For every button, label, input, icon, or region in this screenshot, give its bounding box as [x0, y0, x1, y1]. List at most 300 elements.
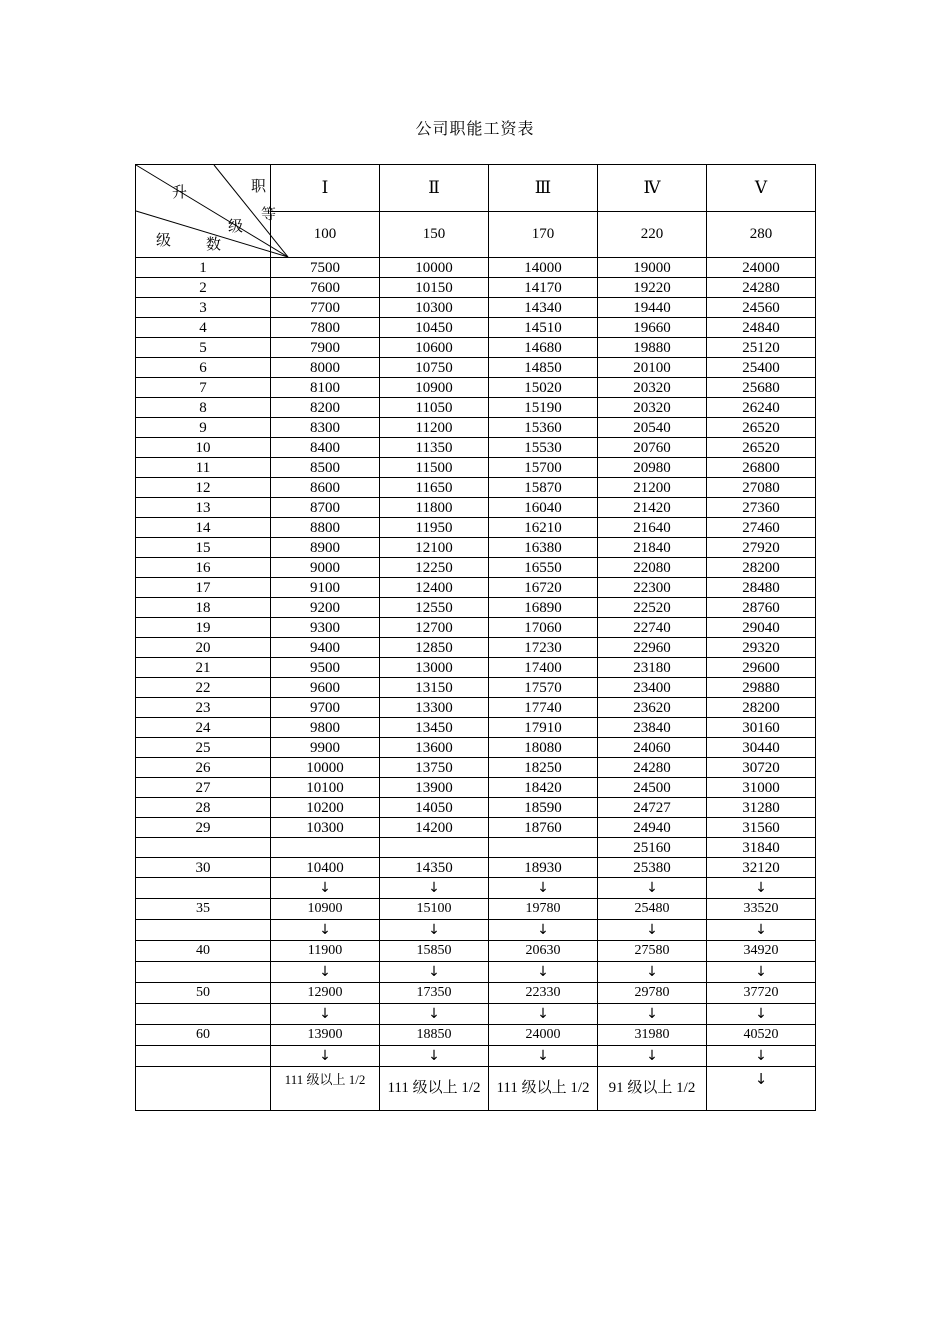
table-row — [136, 598, 816, 618]
table-row — [136, 478, 816, 498]
level-cell — [136, 1004, 271, 1025]
salary-cell: 17350 — [380, 983, 489, 1004]
table-row — [136, 778, 816, 798]
salary-cell: 28480 — [707, 578, 816, 598]
level-cell: 60 — [136, 1025, 271, 1046]
salary-cell: 27360 — [707, 498, 816, 518]
salary-cell: 19880 — [598, 338, 707, 358]
level-cell: 21 — [136, 658, 271, 678]
salary-cell: 27460 — [707, 518, 816, 538]
salary-cell: ↓ — [707, 920, 816, 941]
salary-cell: 18850 — [380, 1025, 489, 1046]
salary-cell: 25480 — [598, 899, 707, 920]
level-cell: 8 — [136, 398, 271, 418]
table-row — [136, 618, 816, 638]
salary-cell: 15850 — [380, 941, 489, 962]
salary-cell: 10300 — [271, 818, 380, 838]
salary-cell: 15360 — [489, 418, 598, 438]
level-cell: 24 — [136, 718, 271, 738]
salary-cell: 8000 — [271, 358, 380, 378]
salary-cell: 16890 — [489, 598, 598, 618]
table-row — [136, 658, 816, 678]
table-row — [136, 758, 816, 778]
salary-cell: 29880 — [707, 678, 816, 698]
level-cell: 29 — [136, 818, 271, 838]
salary-cell: 22520 — [598, 598, 707, 618]
grade-header-4: Ⅳ — [598, 165, 707, 212]
level-cell: 27 — [136, 778, 271, 798]
salary-cell: 9500 — [271, 658, 380, 678]
level-cell: 12 — [136, 478, 271, 498]
salary-cell: 24280 — [707, 278, 816, 298]
salary-cell: 111 级以上 1/2 — [380, 1067, 489, 1111]
grade-header-1: Ⅰ — [271, 165, 380, 212]
salary-cell: 7800 — [271, 318, 380, 338]
level-cell: 5 — [136, 338, 271, 358]
salary-cell: 10400 — [271, 858, 380, 878]
salary-cell: 26520 — [707, 438, 816, 458]
level-cell — [136, 962, 271, 983]
level-cell: 35 — [136, 899, 271, 920]
arrow-row — [136, 920, 816, 941]
salary-cell: 14000 — [489, 258, 598, 278]
salary-cell: 8800 — [271, 518, 380, 538]
salary-cell: 18080 — [489, 738, 598, 758]
level-cell: 13 — [136, 498, 271, 518]
salary-cell: 10150 — [380, 278, 489, 298]
salary-cell: 18760 — [489, 818, 598, 838]
salary-cell: ↓ — [380, 1046, 489, 1067]
level-cell: 22 — [136, 678, 271, 698]
table-row — [136, 298, 816, 318]
salary-table — [135, 164, 816, 1111]
salary-cell: 9600 — [271, 678, 380, 698]
level-cell: 18 — [136, 598, 271, 618]
salary-cell: 24060 — [598, 738, 707, 758]
salary-cell: 11900 — [271, 941, 380, 962]
level-cell: 23 — [136, 698, 271, 718]
salary-cell: 24840 — [707, 318, 816, 338]
salary-cell: 13450 — [380, 718, 489, 738]
salary-cell: 12100 — [380, 538, 489, 558]
base-point-5: 280 — [707, 211, 816, 258]
salary-cell: 9000 — [271, 558, 380, 578]
salary-cell: ↓ — [271, 1004, 380, 1025]
level-cell: 14 — [136, 518, 271, 538]
salary-cell: 9300 — [271, 618, 380, 638]
salary-cell: 19780 — [489, 899, 598, 920]
salary-cell: 29600 — [707, 658, 816, 678]
salary-cell: 34920 — [707, 941, 816, 962]
salary-cell: 25400 — [707, 358, 816, 378]
salary-cell: 37720 — [707, 983, 816, 1004]
salary-cell: 11200 — [380, 418, 489, 438]
salary-cell: 12900 — [271, 983, 380, 1004]
corner-label-deng: 等 — [261, 205, 277, 223]
salary-cell: 19440 — [598, 298, 707, 318]
level-cell — [136, 878, 271, 899]
salary-cell: 25380 — [598, 858, 707, 878]
level-cell: 11 — [136, 458, 271, 478]
salary-cell: ↓ — [489, 962, 598, 983]
corner-label-zhi: 职 — [251, 177, 267, 195]
level-cell: 7 — [136, 378, 271, 398]
salary-cell: ↓ — [598, 920, 707, 941]
salary-cell: 24000 — [707, 258, 816, 278]
level-cell — [136, 1046, 271, 1067]
salary-cell: 20540 — [598, 418, 707, 438]
base-point-4: 220 — [598, 211, 707, 258]
salary-cell: 11500 — [380, 458, 489, 478]
salary-cell: 10900 — [271, 899, 380, 920]
salary-cell: 9700 — [271, 698, 380, 718]
salary-cell: 22740 — [598, 618, 707, 638]
milestone-row — [136, 1025, 816, 1046]
salary-cell: 16550 — [489, 558, 598, 578]
level-cell: 19 — [136, 618, 271, 638]
salary-cell: 14170 — [489, 278, 598, 298]
salary-cell: 26520 — [707, 418, 816, 438]
salary-cell: 14350 — [380, 858, 489, 878]
salary-cell: 12700 — [380, 618, 489, 638]
grade-header-3: Ⅲ — [489, 165, 598, 212]
salary-cell: 17570 — [489, 678, 598, 698]
level-cell: 6 — [136, 358, 271, 378]
salary-cell: 14510 — [489, 318, 598, 338]
salary-cell: ↓ — [598, 1046, 707, 1067]
salary-cell: 10900 — [380, 378, 489, 398]
salary-cell: 17230 — [489, 638, 598, 658]
grade-header-2: Ⅱ — [380, 165, 489, 212]
salary-cell: 16210 — [489, 518, 598, 538]
salary-cell: ↓ — [380, 962, 489, 983]
salary-cell: 16040 — [489, 498, 598, 518]
level-cell: 16 — [136, 558, 271, 578]
corner-label-ji-mid: 级 — [228, 217, 244, 235]
arrow-row — [136, 1046, 816, 1067]
salary-cell: 27580 — [598, 941, 707, 962]
salary-cell: 15530 — [489, 438, 598, 458]
salary-cell: 12550 — [380, 598, 489, 618]
salary-cell: 11050 — [380, 398, 489, 418]
table-row — [136, 338, 816, 358]
level-cell: 9 — [136, 418, 271, 438]
salary-cell: 21200 — [598, 478, 707, 498]
salary-cell: 19220 — [598, 278, 707, 298]
salary-cell: 8600 — [271, 478, 380, 498]
salary-cell: 31000 — [707, 778, 816, 798]
salary-cell: ↓ — [380, 920, 489, 941]
salary-cell: 14050 — [380, 798, 489, 818]
salary-cell: 13000 — [380, 658, 489, 678]
salary-cell: 18590 — [489, 798, 598, 818]
salary-cell: 18250 — [489, 758, 598, 778]
table-row — [136, 498, 816, 518]
salary-cell: 22330 — [489, 983, 598, 1004]
level-cell: 1 — [136, 258, 271, 278]
salary-cell: 8700 — [271, 498, 380, 518]
salary-cell: 111 级以上 1/2 — [489, 1067, 598, 1111]
salary-cell: 15190 — [489, 398, 598, 418]
table-row — [136, 378, 816, 398]
salary-cell: 10100 — [271, 778, 380, 798]
salary-cell: 26240 — [707, 398, 816, 418]
grade-header-row — [136, 165, 816, 212]
salary-cell: 14850 — [489, 358, 598, 378]
level-cell: 17 — [136, 578, 271, 598]
salary-cell: 7500 — [271, 258, 380, 278]
table-row — [136, 738, 816, 758]
salary-cell: ↓ — [380, 878, 489, 899]
salary-cell: 17060 — [489, 618, 598, 638]
salary-cell: 8400 — [271, 438, 380, 458]
salary-cell: 14200 — [380, 818, 489, 838]
salary-cell: 9200 — [271, 598, 380, 618]
salary-cell: 28200 — [707, 558, 816, 578]
salary-cell: ↓ — [598, 1004, 707, 1025]
level-cell: 28 — [136, 798, 271, 818]
salary-cell: 31980 — [598, 1025, 707, 1046]
level-cell: 26 — [136, 758, 271, 778]
salary-cell: 9100 — [271, 578, 380, 598]
table-row — [136, 798, 816, 818]
milestone-row — [136, 941, 816, 962]
table-row — [136, 278, 816, 298]
salary-cell: 12400 — [380, 578, 489, 598]
salary-cell: ↓ — [707, 878, 816, 899]
salary-cell: 28760 — [707, 598, 816, 618]
salary-cell: ↓ — [707, 1004, 816, 1025]
salary-cell — [271, 838, 380, 858]
salary-cell: ↓ — [707, 962, 816, 983]
level-cell — [136, 838, 271, 858]
salary-cell: 20980 — [598, 458, 707, 478]
salary-cell: 15020 — [489, 378, 598, 398]
salary-cell: 15700 — [489, 458, 598, 478]
grade-header-5: Ⅴ — [707, 165, 816, 212]
salary-cell: ↓ — [707, 1067, 816, 1111]
salary-cell: 9400 — [271, 638, 380, 658]
salary-cell: 22300 — [598, 578, 707, 598]
salary-cell: 33520 — [707, 899, 816, 920]
table-row — [136, 698, 816, 718]
level-cell: 40 — [136, 941, 271, 962]
table-row — [136, 858, 816, 878]
salary-cell: 8900 — [271, 538, 380, 558]
arrow-row — [136, 878, 816, 899]
salary-cell: 24280 — [598, 758, 707, 778]
salary-cell: 7700 — [271, 298, 380, 318]
salary-cell: 11350 — [380, 438, 489, 458]
salary-cell: 17400 — [489, 658, 598, 678]
salary-cell: 22960 — [598, 638, 707, 658]
salary-cell: 20320 — [598, 378, 707, 398]
table-row — [136, 838, 816, 858]
salary-cell: 11950 — [380, 518, 489, 538]
salary-cell: 8100 — [271, 378, 380, 398]
corner-label-sheng: 升 — [172, 183, 188, 201]
level-cell: 15 — [136, 538, 271, 558]
corner-label-shu: 数 — [206, 235, 222, 253]
table-row — [136, 818, 816, 838]
salary-cell: 23840 — [598, 718, 707, 738]
salary-cell: 31560 — [707, 818, 816, 838]
salary-cell: 20320 — [598, 398, 707, 418]
salary-cell: 24940 — [598, 818, 707, 838]
salary-cell: ↓ — [271, 1046, 380, 1067]
table-row — [136, 678, 816, 698]
level-cell: 25 — [136, 738, 271, 758]
table-row — [136, 318, 816, 338]
level-cell: 2 — [136, 278, 271, 298]
salary-cell: 13300 — [380, 698, 489, 718]
salary-cell: 13900 — [271, 1025, 380, 1046]
milestone-row — [136, 983, 816, 1004]
salary-cell: 9900 — [271, 738, 380, 758]
salary-cell: 23620 — [598, 698, 707, 718]
salary-cell: 13600 — [380, 738, 489, 758]
salary-cell: 14340 — [489, 298, 598, 318]
salary-cell: 28200 — [707, 698, 816, 718]
salary-cell: 10000 — [380, 258, 489, 278]
salary-cell: 10000 — [271, 758, 380, 778]
table-row — [136, 258, 816, 278]
salary-cell: 13900 — [380, 778, 489, 798]
salary-cell: 13750 — [380, 758, 489, 778]
salary-cell: 30160 — [707, 718, 816, 738]
salary-cell: 31280 — [707, 798, 816, 818]
salary-cell: 18930 — [489, 858, 598, 878]
milestone-row — [136, 899, 816, 920]
salary-cell: 25120 — [707, 338, 816, 358]
salary-cell: 7900 — [271, 338, 380, 358]
salary-cell: 21640 — [598, 518, 707, 538]
salary-cell: 18420 — [489, 778, 598, 798]
salary-cell: 8500 — [271, 458, 380, 478]
table-row — [136, 418, 816, 438]
level-cell — [136, 1067, 271, 1111]
salary-cell: 13150 — [380, 678, 489, 698]
salary-cell: 20760 — [598, 438, 707, 458]
salary-cell: 21840 — [598, 538, 707, 558]
salary-cell: 24727 — [598, 798, 707, 818]
corner-label-ji-left: 级 — [156, 231, 172, 249]
salary-cell: ↓ — [489, 1046, 598, 1067]
level-cell: 30 — [136, 858, 271, 878]
salary-cell: ↓ — [489, 1004, 598, 1025]
salary-cell: ↓ — [271, 962, 380, 983]
table-row — [136, 558, 816, 578]
arrow-row — [136, 962, 816, 983]
salary-cell: ↓ — [489, 920, 598, 941]
salary-cell: 11800 — [380, 498, 489, 518]
salary-cell: 30440 — [707, 738, 816, 758]
salary-cell: 29040 — [707, 618, 816, 638]
salary-cell: 7600 — [271, 278, 380, 298]
page-title: 公司职能工资表 — [415, 119, 535, 138]
notes-row — [136, 1067, 816, 1111]
salary-cell: 27920 — [707, 538, 816, 558]
salary-cell: ↓ — [271, 920, 380, 941]
salary-cell: 30720 — [707, 758, 816, 778]
salary-cell: 29780 — [598, 983, 707, 1004]
salary-cell: 10750 — [380, 358, 489, 378]
level-cell: 50 — [136, 983, 271, 1004]
salary-cell: 15870 — [489, 478, 598, 498]
salary-cell: ↓ — [598, 962, 707, 983]
salary-cell: 20630 — [489, 941, 598, 962]
salary-cell: 17740 — [489, 698, 598, 718]
salary-cell: 17910 — [489, 718, 598, 738]
salary-cell: 27080 — [707, 478, 816, 498]
salary-cell: 26800 — [707, 458, 816, 478]
base-point-1: 100 — [271, 211, 380, 258]
table-row — [136, 718, 816, 738]
salary-cell: 24560 — [707, 298, 816, 318]
table-row — [136, 358, 816, 378]
level-cell: 4 — [136, 318, 271, 338]
salary-cell: 21420 — [598, 498, 707, 518]
salary-cell: 12850 — [380, 638, 489, 658]
salary-cell: ↓ — [271, 878, 380, 899]
level-cell — [136, 920, 271, 941]
salary-cell: 10450 — [380, 318, 489, 338]
arrow-row — [136, 1004, 816, 1025]
salary-cell: 23400 — [598, 678, 707, 698]
salary-cell: 20100 — [598, 358, 707, 378]
salary-cell: ↓ — [707, 1046, 816, 1067]
salary-cell: 25680 — [707, 378, 816, 398]
salary-cell: 14680 — [489, 338, 598, 358]
salary-cell: 12250 — [380, 558, 489, 578]
table-row — [136, 518, 816, 538]
salary-cell: 111 级以上 1/2 — [271, 1067, 380, 1111]
salary-cell: 25160 — [598, 838, 707, 858]
level-cell: 20 — [136, 638, 271, 658]
salary-cell: 8200 — [271, 398, 380, 418]
salary-cell: ↓ — [598, 878, 707, 899]
salary-cell: 16380 — [489, 538, 598, 558]
salary-cell: 40520 — [707, 1025, 816, 1046]
base-point-3: 170 — [489, 211, 598, 258]
salary-cell: 16720 — [489, 578, 598, 598]
salary-cell: 8300 — [271, 418, 380, 438]
corner-header-cell — [136, 165, 277, 258]
salary-cell: ↓ — [489, 878, 598, 899]
salary-cell: 32120 — [707, 858, 816, 878]
level-cell: 3 — [136, 298, 271, 318]
salary-cell — [489, 838, 598, 858]
salary-cell: 31840 — [707, 838, 816, 858]
salary-cell: 23180 — [598, 658, 707, 678]
salary-cell: 19660 — [598, 318, 707, 338]
salary-cell: 11650 — [380, 478, 489, 498]
salary-cell: 19000 — [598, 258, 707, 278]
table-row — [136, 638, 816, 658]
table-row — [136, 578, 816, 598]
salary-cell: 10200 — [271, 798, 380, 818]
salary-cell: 24000 — [489, 1025, 598, 1046]
level-cell: 10 — [136, 438, 271, 458]
base-point-2: 150 — [380, 211, 489, 258]
salary-cell: 9800 — [271, 718, 380, 738]
salary-cell: 22080 — [598, 558, 707, 578]
table-row — [136, 538, 816, 558]
table-row — [136, 398, 816, 418]
salary-cell: 29320 — [707, 638, 816, 658]
salary-cell: 15100 — [380, 899, 489, 920]
salary-cell: 10300 — [380, 298, 489, 318]
